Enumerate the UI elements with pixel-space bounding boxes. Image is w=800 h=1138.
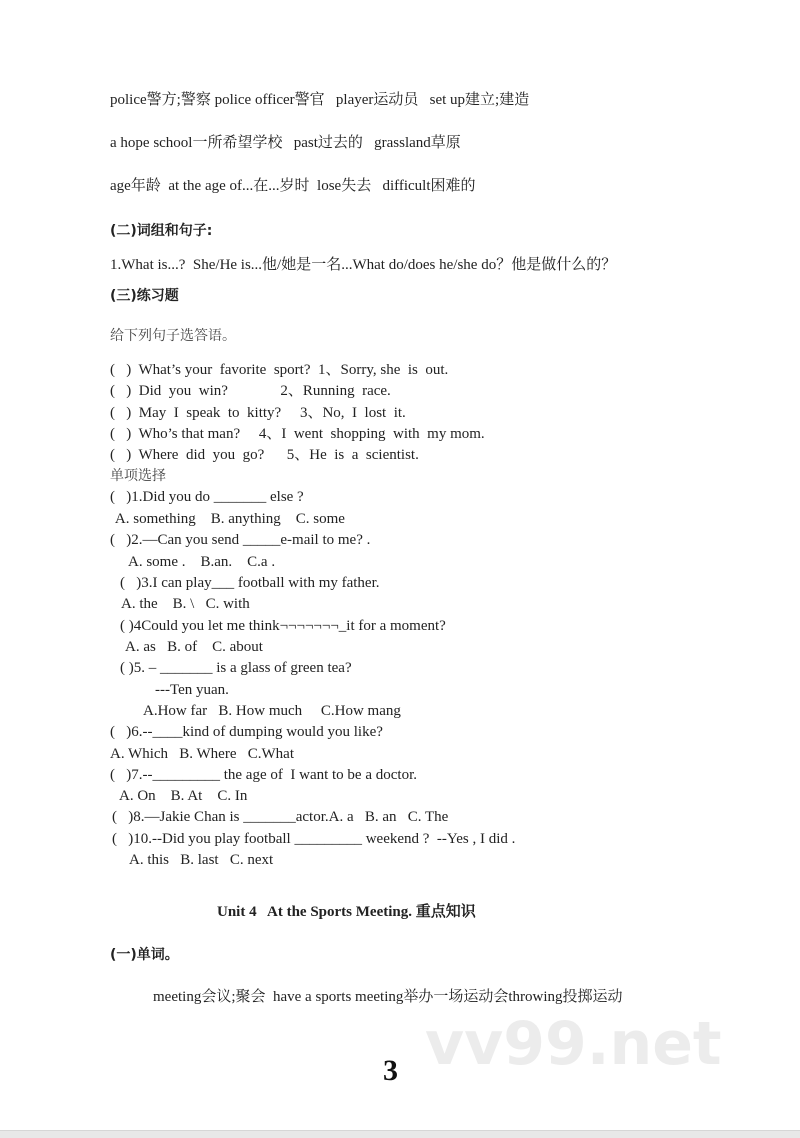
section-heading: (二)词组和句子: — [110, 223, 213, 239]
question-line: ( )7.--_________ the age of I want to be a doctor. — [110, 767, 417, 783]
page-number: 3 — [383, 1054, 398, 1087]
section-heading: (三)练习题 — [110, 288, 179, 304]
phrase-line: 1.What is...? She/He is...他/她是一名...What do/does he/she do？他是做什么的？ — [110, 257, 617, 273]
options-line: A. Which B. Where C.What — [110, 746, 294, 762]
options-line: A. On B. At C. In — [119, 788, 248, 804]
unit-title: Unit 4 At the Sports Meeting. 重点知识 — [217, 904, 476, 920]
options-line: A. the B. \ C. with — [121, 596, 250, 612]
answer-line: ---Ten yuan. — [155, 682, 229, 698]
question-line: ( )2.—Can you send _____e-mail to me? . — [110, 532, 371, 548]
vocab-line: age年龄 at the age of...在...岁时 lose失去 difficult困难的 — [110, 178, 476, 194]
question-line: ( )10.--Did you play football _________ weekend ? --Yes , I did . — [112, 831, 516, 847]
options-line: A.How far B. How much C.How mang — [143, 703, 401, 719]
instruction-text: 给下列句子选答语。 — [110, 328, 236, 344]
question-line: ( )5. – _______ is a glass of green tea? — [120, 660, 352, 676]
question-line: ( )1.Did you do _______ else ? — [110, 489, 304, 505]
match-line: ( ) What’s your favorite sport? 1、Sorry, she is out. — [110, 362, 449, 378]
section-heading: 单项选择 — [110, 468, 166, 484]
options-line: A. something B. anything C. some — [112, 511, 345, 527]
question-line: ( )4Could you let me think¬¬¬¬¬¬¬_it for a moment? — [120, 618, 446, 634]
vocab-line: police警方;警察 police officer警官 player运动员 set up建立;建造 — [110, 92, 530, 108]
match-line: ( ) May I speak to kitty? 3、No, I lost it. — [110, 405, 406, 421]
question-line: ( )3.I can play___ football with my father. — [120, 575, 380, 591]
options-line: A. this B. last C. next — [129, 852, 274, 868]
section-heading: (一)单词。 — [110, 947, 179, 963]
question-line: ( )8.—Jakie Chan is _______actor.A. a B. an C. The — [112, 809, 449, 825]
options-line: A. some . B.an. C.a . — [128, 554, 276, 570]
vocab-line: meeting会议;聚会 have a sports meeting举办一场运动会throwing投掷运动 — [153, 989, 623, 1005]
match-line: ( ) Who’s that man? 4、I went shopping with my mom. — [110, 426, 485, 442]
question-line: ( )6.--____kind of dumping would you like? — [110, 724, 383, 740]
watermark: vv99.net — [425, 1009, 722, 1079]
match-line: ( ) Where did you go? 5、He is a scientist. — [110, 447, 419, 463]
options-line: A. as B. of C. about — [125, 639, 263, 655]
vocab-line: a hope school一所希望学校 past过去的 grassland草原 — [110, 135, 461, 151]
match-line: ( ) Did you win? 2、Running race. — [110, 383, 391, 399]
